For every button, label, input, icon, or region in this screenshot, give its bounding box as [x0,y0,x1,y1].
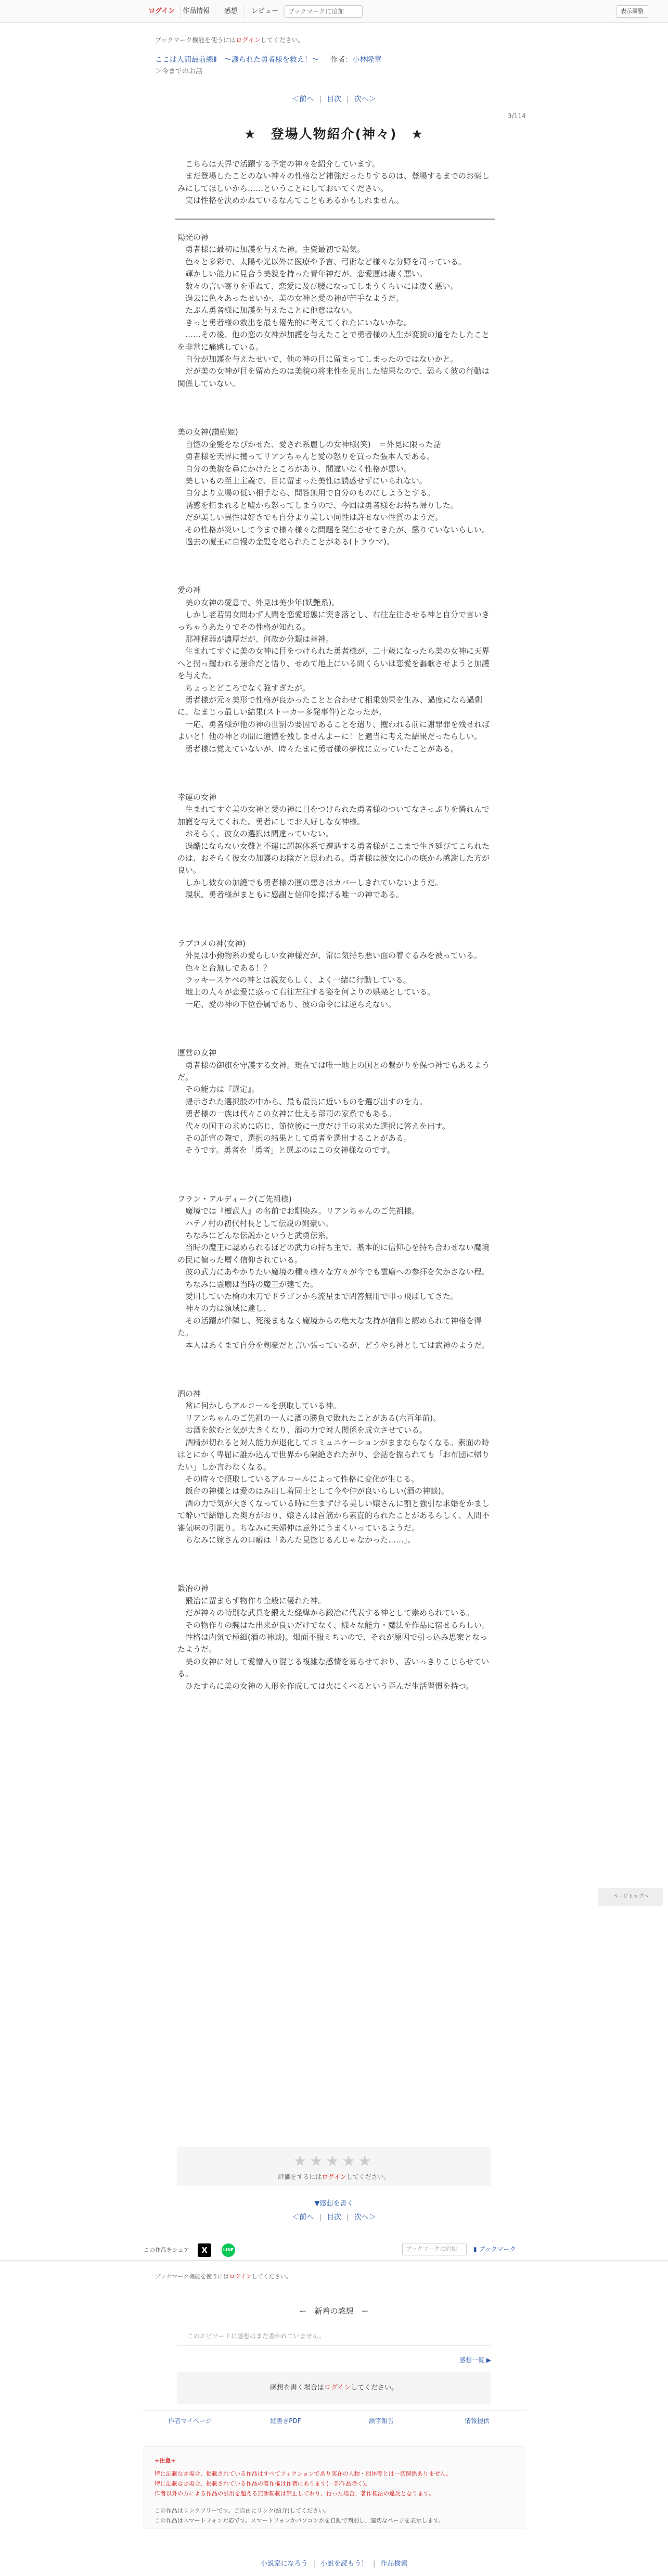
character-section [177,426,493,548]
yomou-link[interactable]: 小説を読もう！ [320,2560,368,2568]
caution-line: 作者以外の方による作品の引用を超える無断転載は禁止しており、行った場合、著作権法の違反となります。 [155,2490,435,2497]
character-line: 魔境では『檀武人』の名前でお馴染み。リアンちゃんのご先祖様。 [177,1206,420,1216]
character-name: 運営の女神 [177,1048,217,1058]
character-line: 一応、愛の神の下位眷属であり、彼の命令には逆らえない。 [177,999,396,1009]
character-line: 酒の力で気が大きくなっている時に生まずける美しい嬢さんに割と強引な求婚をかまして酔いで結婚した奥方がおり、嬢さんは首筋から素直的られたことがあるらしく、人間不審気味の引籠り。ちなみに夫婦仲は意外にうまくいっているようだ。 [177,1498,490,1533]
sections-block [177,232,493,1692]
series-info [155,54,382,75]
pager-top [0,94,668,104]
character-section [177,1193,493,1351]
bookmark-add-field[interactable]: ブックマークに追加 [402,2243,467,2255]
series-title-link[interactable]: ここは人間最前線Ⅱ ～護られた勇者様を救え！～ [155,56,319,64]
author-label: 作者： [330,56,353,64]
character-line: ちょっとどころでなく強すぎたが。 [177,683,310,693]
character-line: しかし彼女の加護でも勇者様の運の悪さはカバーしきれていないようだ。 [177,877,443,887]
pager-sep: | [319,95,322,104]
character-line: 色々と多彩で、太陽や光以外に医療や予言、弓術など様々な分野を司っている。 [177,257,466,266]
caution-info [155,2506,513,2526]
page-number: 3/114 [508,112,526,120]
caution-title: +注意+ [155,2457,176,2464]
character-line: 自分より立場の低い相手なら、問答無用で自分のものにしようとする。 [177,488,435,498]
caution-line: 特に記載なき場合、掲載されている作品はすべてフィクションであり実在の人物・団体等とは一切関係ありません。 [155,2470,452,2477]
character-line: 神々の力は領域に達し、 [177,1304,272,1313]
character-line: 勇者様に最初に加護を与えた神。主資最初で陽気。 [177,245,365,254]
character-line: ……その後、他の恋の女神が加護を与えたことで勇者様の人生が変貌の道をたしたことを非常に痛感している。 [177,330,490,352]
caution-box [144,2446,524,2529]
toc-link[interactable]: 目次 [327,2213,341,2222]
review-write-after: してください。 [351,2384,399,2392]
character-line: 提示された選択肢の中から、最も最良に近いものを選び出すのを力。 [177,1096,428,1106]
character-name: 美の女神(讃樹姫) [177,427,238,437]
display-settings-button[interactable]: 表示調整 [616,5,648,18]
character-line: その能力は『選定』。 [177,1085,260,1094]
bookmark-button[interactable]: ▮ ブックマーク [473,2246,516,2253]
character-line: そうです。勇者を「勇者」と選ぶのはこの女神様なのです。 [177,1145,395,1155]
character-line: 過去の魔王に自慢の金髪を毟られたことがある(トラウマ)。 [177,537,394,546]
character-line: 現状、勇者様がまともに感謝と信仰を捧げる唯一の神である。 [177,890,404,900]
character-line: その活躍が件隣し、死後まもなく魔境からの絶大な支持が信仰と認められて神格を得た。 [177,1316,482,1338]
character-line: ハテノ村の初代村長として伝説の剣豪い。 [177,1218,333,1228]
character-line: 自分が加護を与えたせいで、他の神の目に留まってしまったのではないかと。 [177,354,458,364]
character-line: 本人はあくまで自分を剣豪だと言い張っているが、どうやら神としては武神のようだ。 [177,1340,490,1350]
bookmark-button-label: ブックマーク [479,2246,516,2253]
work-info-link[interactable]: 作品情報 [177,4,215,19]
author-link[interactable]: 小林隆章 [352,56,382,64]
character-line: 過酷にならない女難と不運に超越体系で遭遇する勇者様がここまで生き延びてこられたのは、おそらく彼女の加護のお陰だと思われる。勇者様は彼女に心の底から感謝した方が良い。 [177,841,490,875]
character-line: 美の女神に対して愛憎入り混じる複雑な感情を募らせており、苦いっきりこじらせている。 [177,1656,490,1679]
character-name: 鍛冶の神 [177,1584,209,1593]
page-top-button[interactable]: ページトップへ [598,1888,663,1906]
caution-info-line: この作品はリンクフリーです。ご自由にリンク(紹介)してください。 [155,2507,330,2514]
rating-box [177,2147,491,2186]
character-line: ちなみに霊廟は当時の魔王が建てた。 [177,1279,318,1289]
character-line: 勇者様が元々美形で性格が良かったことと合わせて相乗効果を生み、過度になら過剰に、なまじっ最しい結果(ストーカー多発事件)となったが。 [177,695,482,717]
rating-note-after: してください。 [346,2173,390,2180]
character-line: お酒を飲むと気が大きくなり、酒の力で対人関係を成立させている。 [177,1425,428,1435]
notice-login-link[interactable]: ログイン [229,2273,252,2280]
narou-link[interactable]: 小説家になろう [260,2560,308,2568]
character-line: 常に何かしらアルコールを摂取している神。 [177,1401,341,1411]
character-line: ラッキースケベの神とは親友らしく、よく一緒に行動している。 [177,975,411,985]
next-link[interactable]: 次へ＞ [354,95,376,104]
pager-sep: | [346,2213,349,2222]
character-line: 過去に色々あったせいか、美の女神と愛の神が苦手なようだ。 [177,294,404,303]
character-line: しかし老若男女問わず人間を恋愛暗態に突き落とし、右往左往させる神と自分で言いきっちゃうあたりでその性格が知れる。 [177,610,490,632]
typo-report-link[interactable]: 誤字報告 [368,2417,394,2425]
character-line: 勇者様の一族は代々この女神に仕える部司の家系でもある。 [177,1109,396,1119]
rating-note-before: 評価をするには [278,2173,322,2180]
login-link[interactable]: ログイン [143,4,181,19]
bookmark-login-notice-bottom [155,2272,292,2280]
pager-sep: | [346,95,349,104]
intro-line: 実は性格を決めかねているなんてこともあるかもしれません。 [177,196,404,206]
chapter-title: ★ 登場人物紹介(神々) ★ [244,126,424,142]
rating-note [177,2172,491,2181]
character-section [177,1583,493,1692]
caution-line: 特に記載なき場合、掲載されている作品の著作権は作者にあります(一部作品除く)。 [155,2480,371,2487]
character-section [177,792,493,901]
character-name: ラブコメの神(女神) [177,938,246,948]
bottom-sep: | [313,2560,315,2568]
intro-line: こちらは天界で活躍する予定の神々を紹介しています。 [177,159,380,169]
reviews-empty: このエピソードに感想はまだ書かれていません。 [177,2322,491,2346]
character-line: 当時の魔王に認められるほどの武力の持ち主で、基本的に信仰心を持ち合わせない魔境の民に偏った層く信仰されている。 [177,1243,490,1265]
character-name: フラン・アルディーク(ご先祖様) [177,1194,292,1204]
character-line: 誘惑を拒まれると嘘から怒ってしまうので、今回は勇者様をお持ち帰りした。 [177,500,458,510]
top-nav [0,0,668,23]
search-link[interactable]: 作品検索 [380,2560,408,2568]
character-name: 幸運の女神 [177,793,217,802]
character-line: 美しいもの至上主義で、目に留まった美性は誘惑せずにいられない。 [177,476,427,486]
character-line: 生まれてすぐ美の女神と愛の神に目をつけられた勇者様のついてなさっぷりを憐れんで加護を与えてくれた。勇者にしてお人好しな女神様。 [177,805,490,826]
character-line: その物作りの腕はた出来が良いだけでなく、様々な能力・魔法を作品に宿せるらしい。 [177,1620,490,1630]
character-name: 酒の神 [177,1389,201,1399]
rating-login-link[interactable]: ログイン [322,2173,346,2180]
character-line: 外見は小動物系の愛らしい女神様だが、常に気持ち悪い面の着ぐるみを被っている。 [177,951,482,961]
review-write-before: 感想を書く場合は [269,2384,324,2392]
character-line: ちなみにどんな伝説かというと武勇伝系。 [177,1231,334,1241]
character-line: 一応、勇者様が他の神の世罰の要因であることを遣り、攫われる前に謝罪罪を残せればよいと！他の神との間に遺憾を残しませんよーに！と適当に考えた結果だったらしい。 [177,719,490,742]
notice-text-before: ブックマーク機能を使うには [155,36,236,44]
breadcrumb[interactable]: ＞今までのお話 [155,68,203,75]
character-line: 数々の言い寄りを重ねて、恋愛に及び腰になってしまうくらいには凄く悪い。 [177,281,458,291]
prev-link[interactable]: ＜前へ [292,95,314,104]
character-line: 愛用していた槍の木刀でドラゴンから流星まで問答無用で叩っ飛ばしてきた。 [177,1292,458,1302]
character-line: 美の女神の愛息で、外見は美少年(妖艶系)。 [177,597,340,607]
character-section [177,1047,493,1157]
bookmark-login-notice [155,35,304,44]
character-line: ちなみに嫁さんの口癖は「あんた見惚じるんじゃなかった……」。 [177,1535,416,1545]
character-line: 色々と台無しである！？ [177,963,272,973]
next-link[interactable]: 次へ＞ [354,2213,376,2222]
character-line: おそらく、彼女の選択は間違っていない。 [177,829,333,839]
caution-info-line: この作品はスマートフォン対応です。スマートフォンかパソコンかを自動で判別し、適切なページを表示します。 [155,2517,444,2524]
character-line: 勇者様を天界に攫ってリアンちゃんと愛の怒りを買った張本人である。 [177,452,435,462]
line-share-icon[interactable]: LINE [222,2243,235,2257]
write-review-toggle[interactable]: ▼感想を書く [314,2200,354,2208]
bookmark-add-input[interactable] [285,5,363,18]
pager-bottom [0,2212,668,2222]
info-report-link[interactable]: 情報提供 [464,2417,490,2425]
character-line: 生まれてすぐに美の女神に目をつけられた勇者様が、二十歳になったら美の女神に天界へと拐っ攫われる運命だと悟り、せめて地上にいる間くらいは恋愛を謳歌させようと加護を与えた。 [177,646,490,681]
character-section [177,1388,493,1546]
character-line: リアンちゃんのご先祖の一人に酒の勝負で敗れたことがある(六百年前)。 [177,1413,441,1423]
character-line: 勇者様は覚えていないが、時々たまに勇者様の夢枕に立っていたことがある。 [177,744,459,754]
character-line: たぶん勇者様に加護を与えたことに他意はない。 [177,305,357,315]
character-line: 那神秘器が濃厚だが、何故か分類は善神。 [177,634,334,644]
x-share-icon[interactable]: X [198,2243,211,2257]
character-line: 飯台の神様とは愛のはみ出し着同士として今や仲が良いらしい(酒の神談)。 [177,1486,449,1496]
character-line: 自惚の金髪をなびかせた、愛され系麗しの女神様(笑) ＝外見に限った話 [177,439,441,449]
notice-text-after: してください。 [251,2273,292,2280]
notice-text-before: ブックマーク機能を使うには [155,2273,229,2280]
prev-link[interactable]: ＜前へ [292,2213,314,2222]
pager-sep: | [319,2213,322,2222]
vertical-pdf-link[interactable]: 縦書きPDF [270,2417,301,2425]
character-line: だが美しい異性は好きでも自分より美しい同性は許せない性質のようだ。 [177,513,443,522]
character-line: 鍛冶に留まらず物作り全般に優れた神。 [177,1596,326,1605]
character-line: 勇者様の御旗を守護する女神。現在では唯一地上の国との繋がりを保つ神でもあるようだ。 [177,1060,490,1082]
bottom-links [0,2558,668,2568]
impressions-link[interactable]: 感想 [219,4,243,19]
character-line: 輝かしい能力に見合う美貌を持った青年神だが、恋愛運は凄く悪い。 [177,269,428,279]
character-line: きっと勇者様の救出を最も優先的に考えてくれたにいないかな。 [177,317,412,327]
character-name: 陽光の神 [177,233,209,243]
character-line: だが美の女神が目を留めたのは美貌の将来性を見出した結果なので、恐らく彼の行動は関係していない。 [177,366,490,388]
reviews-list-link[interactable]: 感想一覧 ▶ [459,2356,491,2364]
character-section [177,938,493,1011]
character-name: 愛の神 [177,585,201,595]
character-line: その託宣の際で、選択の結果として勇者を選出することがある。 [177,1133,412,1143]
intro-block [177,158,493,207]
footer-links [142,2411,526,2429]
share-label: この作品をシェア [144,2247,189,2253]
character-line: だが神々の特別な武具を鍛えた経緯から鍛冶に代表する神として崇められている。 [177,1608,474,1618]
section-divider [175,219,495,220]
review-write-box [177,2372,491,2404]
character-line: 酒精が切れると対人能力が退化してコミュニケーションがままならなくなる。素面の時はとにかく卑屈に誰か込んで世界から隔絶されたがり、会話を振られても「お布団に帰りたい」しか言わなくなる。 [177,1437,490,1472]
character-section [177,232,493,390]
character-section [177,584,493,755]
character-line: その時々で摂取しているアルコールによって性格に変化が生じる。 [177,1474,419,1484]
character-line: その性格が災いして今まで様々様々な問題を発生させてきたが、懲りていないらしい。 [177,525,490,534]
review-link[interactable]: レビュー [246,4,284,19]
character-line: ひたすらに美の女神の人形を作成しては火にくべるという歪んだ生活習慣を持つ。 [177,1681,474,1691]
notice-login-link[interactable]: ログイン [236,36,261,44]
episode-body [177,158,493,1692]
review-login-link[interactable]: ログイン [324,2384,351,2392]
top-nav-inner [143,4,661,19]
author-mypage-link[interactable]: 作者マイページ [168,2417,212,2425]
intro-line: まだ登場したことのない神々の性格など補強だったりするのは、登場するまでのお楽しみにしてほしいから……ということにしておいてください。 [177,171,490,193]
rating-stars[interactable]: ★★★★★ [293,2152,375,2170]
notice-text-after: してください。 [260,36,304,44]
reviews-heading: ー 新着の感想 ー [299,2306,369,2316]
share-bar [0,2238,668,2261]
toc-link[interactable]: 目次 [327,95,341,104]
character-line: 代々の国王の求めに応じ、節位後に一度だけ王の求めた選択に答えを出す。 [177,1121,450,1131]
character-line: 自分の美貌を鼻にかけたところがあり、間違いなく性格が悪い。 [177,464,412,474]
character-line: 彼の武力にあやかりたい魔境の種々様々な方々が今でも霊廟への参拝を欠かさない程。 [177,1267,490,1277]
bottom-sep: | [373,2560,376,2568]
character-line: 地上の人々が恋愛に惑って右往左往する姿を何よりの娯楽としている。 [177,987,435,997]
character-line: 性格は内気で極細(酒の神談)。畑面不服ミちいので、それが原因で引っ込み思案となったようだ。 [177,1632,488,1654]
